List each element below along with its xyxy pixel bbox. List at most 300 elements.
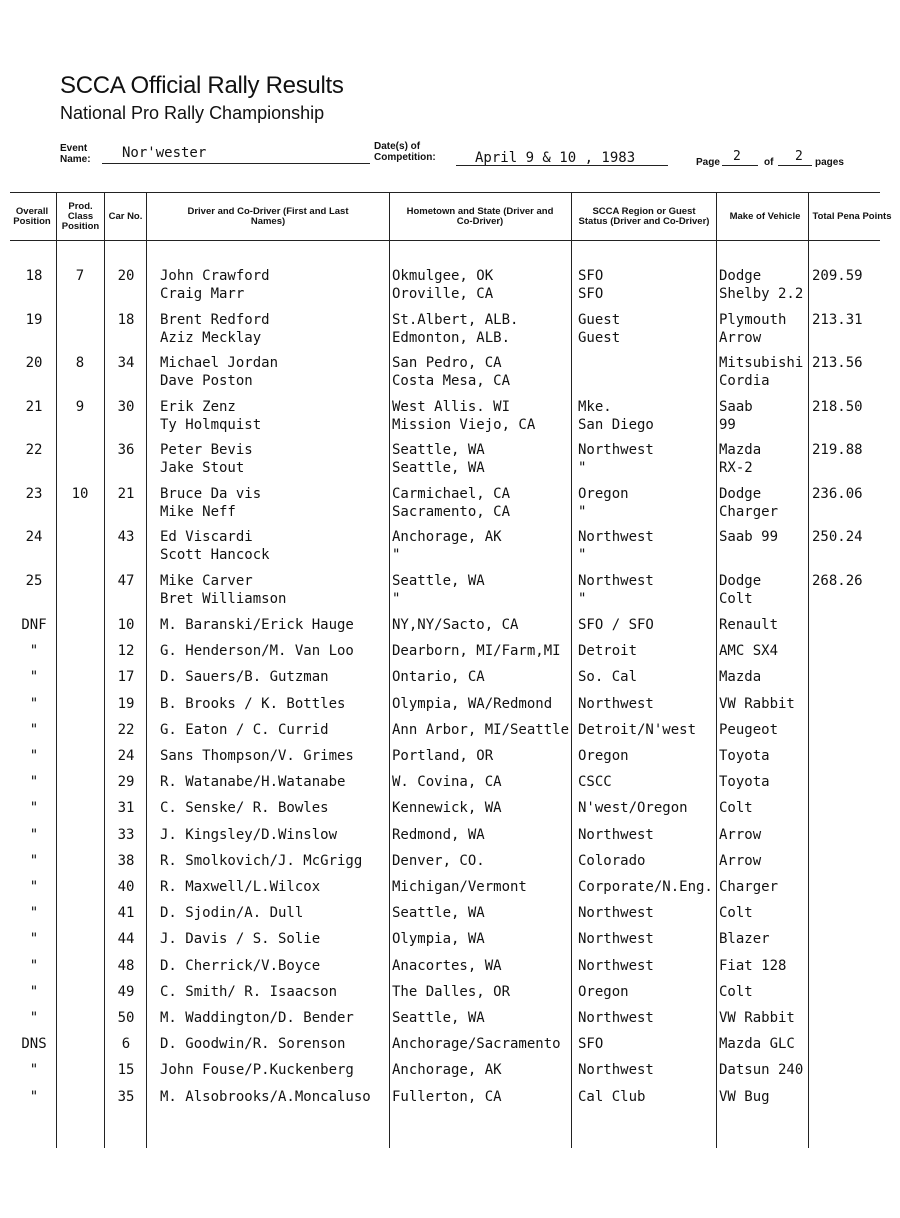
- cell-driver: [160, 904, 388, 922]
- cell-hometown-line: W. Covina, CA: [392, 774, 502, 791]
- column-header-car-no: Car No.: [108, 211, 143, 222]
- cell-car-value: 48: [117, 957, 135, 974]
- cell-prod-value: [58, 957, 102, 975]
- cell-driver-line: G. Henderson/M. Van Loo: [160, 643, 354, 660]
- cell-hometown-line: Mission Viejo, CA: [392, 417, 536, 433]
- cell-prod: [58, 957, 102, 975]
- cell-region: [578, 799, 714, 817]
- cell-points-value: [812, 668, 892, 686]
- cell-driver-line: Ty Holmquist: [160, 417, 262, 433]
- cell-overall-value: ": [29, 957, 39, 974]
- cell-region: [578, 957, 714, 975]
- cell-driver-line: D. Sjodin/A. Dull: [160, 905, 304, 922]
- cell-overall: [10, 826, 58, 844]
- cell-car: [106, 668, 146, 686]
- cell-region-line: ": [578, 547, 587, 563]
- cell-driver: [160, 773, 388, 791]
- cell-driver-line: Bret Williamson: [160, 591, 287, 607]
- cell-prod-value: [58, 1009, 102, 1027]
- cell-hometown-line: Seattle, WA: [392, 442, 485, 458]
- cell-points-value: 250.24: [812, 529, 863, 545]
- cell-make-line: Saab: [719, 399, 753, 415]
- cell-driver-line: Mike Carver: [160, 573, 253, 589]
- page-total-underline: [778, 165, 812, 166]
- cell-driver: [160, 983, 388, 1001]
- cell-points-value: 236.06: [812, 486, 863, 502]
- cell-make-line: Blazer: [719, 931, 770, 948]
- cell-car: [106, 695, 146, 713]
- column-header-region: SCCA Region or Guest Status (Driver and Co-Driver): [578, 206, 710, 227]
- cell-car-value: 49: [117, 983, 135, 1000]
- cell-make-line: Saab 99: [719, 529, 779, 545]
- cell-car-value: 50: [117, 1010, 135, 1026]
- cell-hometown: [392, 983, 570, 1001]
- cell-driver: [160, 852, 388, 870]
- cell-hometown-line: St.Albert, ALB.: [392, 312, 519, 328]
- cell-car: [106, 878, 146, 896]
- cell-points-value: 219.88: [812, 442, 863, 458]
- cell-make: [719, 904, 809, 922]
- cell-overall-value: ": [29, 643, 39, 660]
- cell-driver-line: M. Alsobrooks/A.Moncaluso: [160, 1088, 371, 1105]
- cell-car-value: 21: [117, 486, 135, 502]
- cell-points-value: 209.59: [812, 268, 863, 284]
- cell-region: [578, 1088, 714, 1106]
- column-header-overall: Overall Position: [13, 206, 51, 227]
- cell-overall-value: ": [29, 695, 39, 712]
- cell-hometown-line: Kennewick, WA: [392, 800, 502, 817]
- cell-prod-value: [58, 668, 102, 686]
- cell-prod-value: 8: [75, 355, 85, 371]
- cell-car-value: 36: [117, 442, 135, 458]
- cell-points: [812, 1088, 892, 1106]
- cell-driver: [160, 1061, 388, 1079]
- cell-car-value: 12: [117, 643, 135, 660]
- cell-region: [578, 1035, 714, 1053]
- cell-overall-value: ": [29, 852, 39, 869]
- cell-hometown: [392, 799, 570, 817]
- cell-overall-value: 25: [25, 573, 43, 589]
- cell-driver: [160, 311, 388, 347]
- cell-make: [719, 441, 809, 477]
- cell-overall-value: ": [29, 905, 39, 922]
- cell-prod-value: [58, 642, 102, 660]
- cell-driver-line: D. Goodwin/R. Sorenson: [160, 1036, 346, 1053]
- cell-driver: [160, 747, 388, 765]
- cell-prod-value: [58, 721, 102, 739]
- column-header-prod-class: Prod. Class Position: [61, 201, 100, 232]
- cell-points: [812, 668, 892, 686]
- cell-make-line: VW Rabbit: [719, 1010, 795, 1026]
- cell-hometown-line: Oroville, CA: [392, 286, 494, 302]
- cell-make: [719, 528, 809, 564]
- cell-overall-value: 18: [25, 268, 43, 284]
- cell-hometown: [392, 930, 570, 948]
- table-top-border: [10, 192, 880, 193]
- table-header-border: [10, 240, 880, 241]
- cell-prod: [58, 799, 102, 817]
- cell-overall: [10, 441, 58, 459]
- cell-hometown-line: Anchorage, AK: [392, 1062, 502, 1079]
- cell-car: [106, 1035, 146, 1053]
- cell-make-line: Shelby 2.2: [719, 286, 804, 302]
- cell-car: [106, 572, 146, 590]
- cell-hometown-line: Olympia, WA: [392, 931, 485, 948]
- cell-car-value: 43: [117, 529, 135, 545]
- cell-hometown-line: Seattle, WA: [392, 1010, 485, 1026]
- cell-driver-line: G. Eaton / C. Currid: [160, 721, 329, 738]
- cell-hometown: [392, 957, 570, 975]
- cell-make: [719, 826, 809, 844]
- cell-make-line: Peugeot: [719, 721, 779, 738]
- cell-hometown-line: ": [392, 547, 401, 563]
- cell-region-line: Cal Club: [578, 1088, 646, 1105]
- cell-car: [106, 1088, 146, 1106]
- cell-car: [106, 267, 146, 285]
- cell-make: [719, 1009, 809, 1027]
- column-divider: [104, 192, 105, 1148]
- cell-points: [812, 983, 892, 1001]
- cell-make-line: VW Rabbit: [719, 695, 795, 712]
- cell-overall: [10, 1009, 58, 1027]
- column-header-points: Total Pena Points: [812, 211, 892, 222]
- cell-overall: [10, 957, 58, 975]
- cell-overall: [10, 930, 58, 948]
- column-divider: [716, 192, 717, 1148]
- cell-overall: [10, 642, 58, 660]
- cell-car: [106, 721, 146, 739]
- cell-car: [106, 528, 146, 546]
- cell-hometown-line: Costa Mesa, CA: [392, 373, 511, 389]
- cell-points-value: [812, 957, 892, 975]
- page-subtitle: National Pro Rally Championship: [60, 103, 325, 123]
- cell-driver-line: Mike Neff: [160, 504, 236, 520]
- cell-prod: [58, 668, 102, 686]
- cell-make: [719, 311, 809, 347]
- cell-region-line: Northwest: [578, 826, 654, 843]
- cell-make: [719, 878, 809, 896]
- cell-car-value: 10: [117, 617, 135, 633]
- cell-points: [812, 852, 892, 870]
- cell-make-line: Dodge: [719, 268, 762, 284]
- cell-car: [106, 441, 146, 459]
- cell-driver-line: B. Brooks / K. Bottles: [160, 695, 346, 712]
- cell-points-value: [812, 747, 892, 765]
- cell-region-line: SFO: [578, 1036, 604, 1053]
- cell-hometown-line: West Allis. WI: [392, 399, 511, 415]
- cell-driver: [160, 441, 388, 477]
- cell-driver: [160, 799, 388, 817]
- cell-prod: [58, 852, 102, 870]
- cell-prod: [58, 721, 102, 739]
- cell-points-value: [812, 878, 892, 896]
- cell-overall: [10, 721, 58, 739]
- cell-hometown-line: Anchorage, AK: [392, 529, 502, 545]
- cell-overall: [10, 878, 58, 896]
- cell-overall-value: ": [29, 748, 39, 764]
- cell-driver: [160, 1088, 388, 1106]
- cell-hometown: [392, 616, 570, 634]
- cell-region: [578, 1061, 714, 1079]
- cell-car: [106, 1009, 146, 1027]
- cell-car-value: 17: [117, 669, 135, 686]
- page-number: 2: [733, 149, 741, 164]
- cell-overall-value: ": [29, 826, 39, 843]
- cell-prod-value: [58, 1088, 102, 1106]
- cell-make: [719, 267, 809, 303]
- cell-hometown-line: Olympia, WA/Redmond: [392, 695, 553, 712]
- cell-region-line: Oregon: [578, 486, 629, 502]
- cell-region: [578, 441, 714, 477]
- cell-region: [578, 668, 714, 686]
- cell-region-line: SFO: [578, 286, 604, 302]
- cell-overall-value: ": [29, 879, 39, 895]
- cell-hometown-line: Fullerton, CA: [392, 1088, 502, 1105]
- cell-points: [812, 1009, 892, 1027]
- cell-driver: [160, 878, 388, 896]
- cell-region: [578, 616, 714, 634]
- cell-region: [578, 311, 714, 347]
- cell-overall: [10, 311, 58, 329]
- cell-overall: [10, 354, 58, 372]
- cell-overall: [10, 747, 58, 765]
- cell-prod: [58, 695, 102, 713]
- cell-overall: [10, 398, 58, 416]
- cell-overall-value: 19: [25, 312, 43, 328]
- cell-hometown-line: Sacramento, CA: [392, 504, 511, 520]
- cell-make-line: Charger: [719, 504, 779, 520]
- cell-make-line: Arrow: [719, 330, 762, 346]
- cell-points: [812, 1035, 892, 1053]
- cell-prod-value: [58, 826, 102, 844]
- cell-driver-line: Erik Zenz: [160, 399, 236, 415]
- cell-prod-value: [58, 983, 102, 1001]
- cell-prod: [58, 528, 102, 546]
- cell-prod: [58, 1035, 102, 1053]
- cell-hometown-line: Seattle, WA: [392, 573, 485, 589]
- cell-prod: [58, 267, 102, 285]
- cell-car-value: 33: [117, 826, 135, 843]
- cell-hometown: [392, 1035, 570, 1053]
- cell-prod-value: 10: [71, 486, 89, 502]
- cell-overall: [10, 485, 58, 503]
- cell-points-value: [812, 1061, 892, 1079]
- cell-prod-value: [58, 572, 102, 590]
- cell-driver: [160, 267, 388, 303]
- cell-prod-value: 7: [75, 268, 85, 284]
- cell-prod: [58, 398, 102, 416]
- cell-points: [812, 267, 892, 285]
- cell-car-value: 6: [121, 1036, 131, 1053]
- cell-overall: [10, 1035, 58, 1053]
- cell-region: [578, 354, 714, 390]
- cell-prod: [58, 1009, 102, 1027]
- cell-driver: [160, 695, 388, 713]
- cell-driver: [160, 398, 388, 434]
- cell-car-value: 44: [117, 931, 135, 948]
- cell-points: [812, 528, 892, 546]
- cell-overall: [10, 695, 58, 713]
- cell-overall-value: ": [29, 931, 39, 948]
- cell-region-line: ": [578, 460, 587, 476]
- cell-overall-value: 22: [25, 442, 43, 458]
- cell-driver-line: Michael Jordan: [160, 355, 279, 371]
- cell-prod-value: [58, 930, 102, 948]
- pages-label: pages: [815, 157, 844, 168]
- cell-points-value: [812, 904, 892, 922]
- cell-make-line: Toyota: [719, 774, 770, 791]
- cell-driver: [160, 354, 388, 390]
- cell-make: [719, 721, 809, 739]
- cell-prod-value: [58, 1061, 102, 1079]
- cell-car: [106, 616, 146, 634]
- cell-region-line: ": [578, 591, 587, 607]
- cell-region: [578, 826, 714, 844]
- cell-car: [106, 747, 146, 765]
- cell-make-line: Datsun 240: [719, 1062, 804, 1079]
- cell-hometown: [392, 1088, 570, 1106]
- cell-make: [719, 398, 809, 434]
- cell-driver-line: Peter Bevis: [160, 442, 253, 458]
- cell-prod: [58, 642, 102, 660]
- cell-car-value: 19: [117, 695, 135, 712]
- cell-prod-value: [58, 441, 102, 459]
- cell-driver-line: Brent Redford: [160, 312, 270, 328]
- cell-make-line: Mazda: [719, 669, 762, 686]
- cell-driver: [160, 572, 388, 608]
- cell-points: [812, 354, 892, 372]
- cell-region: [578, 721, 714, 739]
- cell-overall-value: DNS: [21, 1036, 47, 1053]
- cell-driver-line: Dave Poston: [160, 373, 253, 389]
- cell-car-value: 34: [117, 355, 135, 371]
- cell-car: [106, 1061, 146, 1079]
- cell-region-line: Northwest: [578, 442, 654, 458]
- cell-overall: [10, 267, 58, 285]
- cell-points-value: [812, 852, 892, 870]
- cell-hometown-line: Michigan/Vermont: [392, 879, 527, 895]
- cell-prod: [58, 1061, 102, 1079]
- cell-region-line: Northwest: [578, 529, 654, 545]
- cell-make-line: Charger: [719, 879, 779, 895]
- cell-driver: [160, 616, 388, 634]
- cell-make: [719, 773, 809, 791]
- cell-car: [106, 957, 146, 975]
- cell-prod: [58, 773, 102, 791]
- cell-hometown-line: The Dalles, OR: [392, 983, 511, 1000]
- date-value: April 9 & 10 , 1983: [475, 150, 636, 166]
- cell-region-line: Detroit: [578, 643, 638, 660]
- cell-car-value: 29: [117, 774, 135, 791]
- event-name: Nor'wester: [122, 145, 207, 161]
- cell-hometown: [392, 528, 570, 564]
- cell-points-value: 218.50: [812, 399, 863, 415]
- cell-region-line: Corporate/N.Eng.: [578, 879, 713, 895]
- page-label: Page: [696, 157, 720, 168]
- cell-overall-value: 24: [25, 529, 43, 545]
- cell-make-line: Renault: [719, 617, 779, 633]
- cell-hometown: [392, 311, 570, 347]
- cell-car-value: 40: [117, 879, 135, 895]
- cell-overall: [10, 1061, 58, 1079]
- cell-prod-value: [58, 799, 102, 817]
- cell-hometown: [392, 572, 570, 608]
- cell-points: [812, 695, 892, 713]
- cell-points: [812, 904, 892, 922]
- cell-driver-line: R. Smolkovich/J. McGrigg: [160, 852, 363, 869]
- cell-driver-line: C. Senske/ R. Bowles: [160, 800, 329, 817]
- cell-driver: [160, 668, 388, 686]
- cell-region-line: ": [578, 504, 587, 520]
- cell-hometown-line: Edmonton, ALB.: [392, 330, 511, 346]
- cell-make-line: Arrow: [719, 826, 762, 843]
- cell-hometown-line: Ontario, CA: [392, 669, 485, 686]
- cell-overall-value: ": [29, 774, 39, 791]
- cell-region-line: N'west/Oregon: [578, 800, 688, 817]
- cell-points: [812, 311, 892, 329]
- cell-make: [719, 616, 809, 634]
- cell-points: [812, 826, 892, 844]
- cell-points: [812, 1061, 892, 1079]
- date-label: Date(s) of Competition:: [374, 141, 436, 163]
- cell-prod: [58, 826, 102, 844]
- cell-hometown-line: Seattle, WA: [392, 905, 485, 922]
- cell-overall: [10, 668, 58, 686]
- cell-car-value: 24: [117, 748, 135, 764]
- cell-driver-line: R. Watanabe/H.Watanabe: [160, 774, 346, 791]
- date-underline: [456, 165, 668, 166]
- column-divider: [389, 192, 390, 1148]
- cell-driver-line: Jake Stout: [160, 460, 245, 476]
- cell-make-line: Arrow: [719, 852, 762, 869]
- cell-region-line: Guest: [578, 312, 621, 328]
- cell-car: [106, 799, 146, 817]
- cell-overall-value: 23: [25, 486, 43, 502]
- cell-overall-value: ": [29, 1088, 39, 1105]
- cell-prod: [58, 983, 102, 1001]
- column-divider: [146, 192, 147, 1148]
- cell-car: [106, 398, 146, 416]
- cell-driver: [160, 485, 388, 521]
- cell-make-line: Fiat 128: [719, 957, 787, 974]
- cell-car-value: 18: [117, 312, 135, 328]
- cell-region-line: San Diego: [578, 417, 654, 433]
- cell-region-line: Guest: [578, 330, 621, 346]
- column-header-make: Make of Vehicle: [729, 211, 801, 222]
- cell-points: [812, 398, 892, 416]
- cell-region: [578, 398, 714, 434]
- cell-prod: [58, 878, 102, 896]
- cell-points: [812, 773, 892, 791]
- cell-overall: [10, 528, 58, 546]
- event-label: Event Name:: [60, 143, 91, 165]
- cell-car: [106, 852, 146, 870]
- cell-points-value: [812, 1088, 892, 1106]
- cell-overall-value: ": [29, 983, 39, 1000]
- cell-driver-line: John Crawford: [160, 268, 270, 284]
- cell-overall: [10, 904, 58, 922]
- cell-driver: [160, 642, 388, 660]
- cell-driver: [160, 1035, 388, 1053]
- cell-driver: [160, 826, 388, 844]
- cell-make: [719, 1088, 809, 1106]
- cell-make: [719, 1035, 809, 1053]
- cell-points: [812, 878, 892, 896]
- cell-make: [719, 957, 809, 975]
- cell-make-line: Colt: [719, 983, 753, 1000]
- cell-points: [812, 441, 892, 459]
- cell-driver-line: D. Sauers/B. Gutzman: [160, 669, 329, 686]
